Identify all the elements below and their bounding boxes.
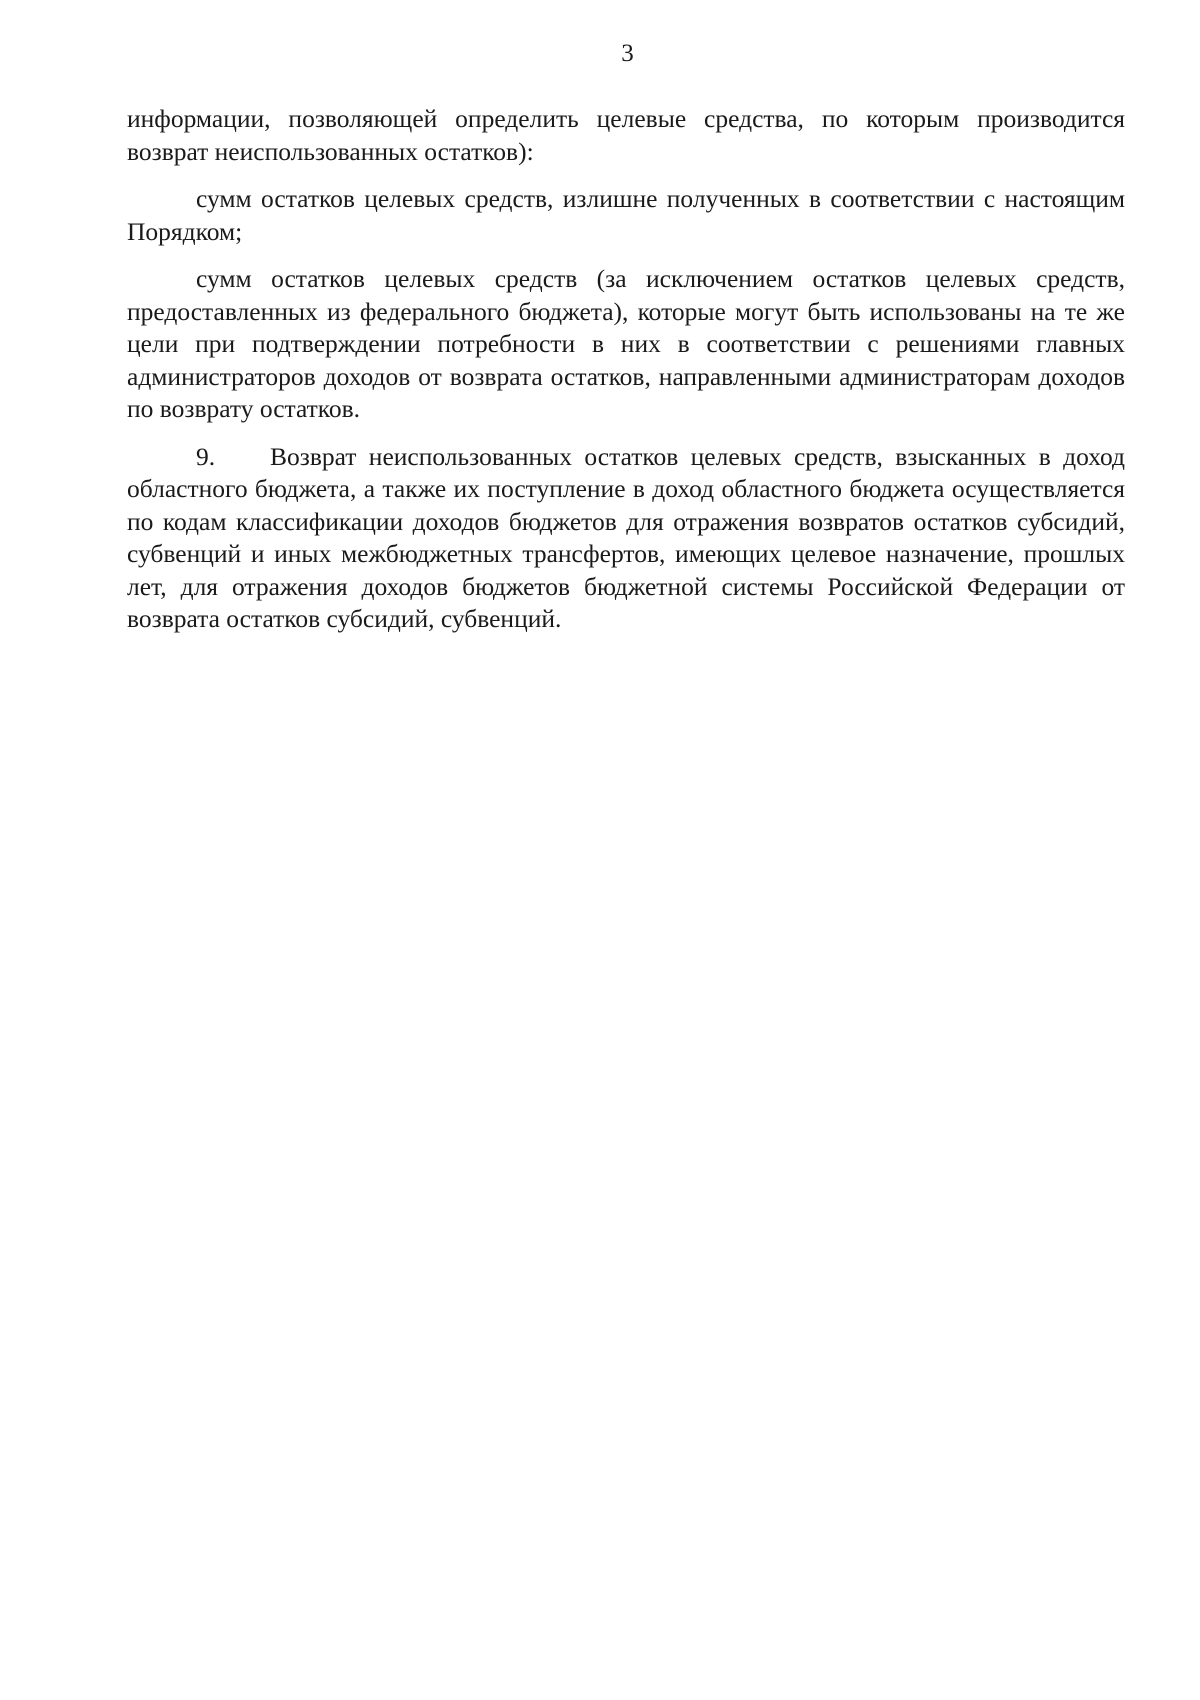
document-body xyxy=(127,103,1125,651)
paragraph-remaining-sums: сумм остатков целевых средств (за исключением остатков целевых средств, предоставленных из федерального бюджета), которые могут быть использованы на те же цели при подтверждении потребности в них в соответствии с решениями главных администраторов доходов от возврата остатков, направленными администраторам доходов по возврату остатков. xyxy=(127,264,1125,423)
paragraph-excess-sums: сумм остатков целевых средств, излишне полученных в соответствии с настоящим Порядком; xyxy=(127,184,1125,246)
clause-number: 9. xyxy=(196,441,216,471)
page-number: 3 xyxy=(621,40,634,67)
paragraph-continuation: информации, позволяющей определить целевые средства, по которым производится возврат неиспользованных остатков): xyxy=(127,104,1125,166)
clause-text: Возврат неиспользованных остатков целевых средств, взысканных в доход областного бюджета, а также их поступление в доход областного бюджета осуществляется по кодам классификации доходов бюджетов для отражения возвратов остатков субсидий, субвенций и иных межбюджетных трансфертов, имеющих целевое назначение, прошлых лет, для отражения доходов бюджетов бюджетной системы Российской Федерации от возврата остатков субсидий, субвенций. xyxy=(127,441,1125,633)
paragraph-clause-9 xyxy=(127,441,1125,636)
